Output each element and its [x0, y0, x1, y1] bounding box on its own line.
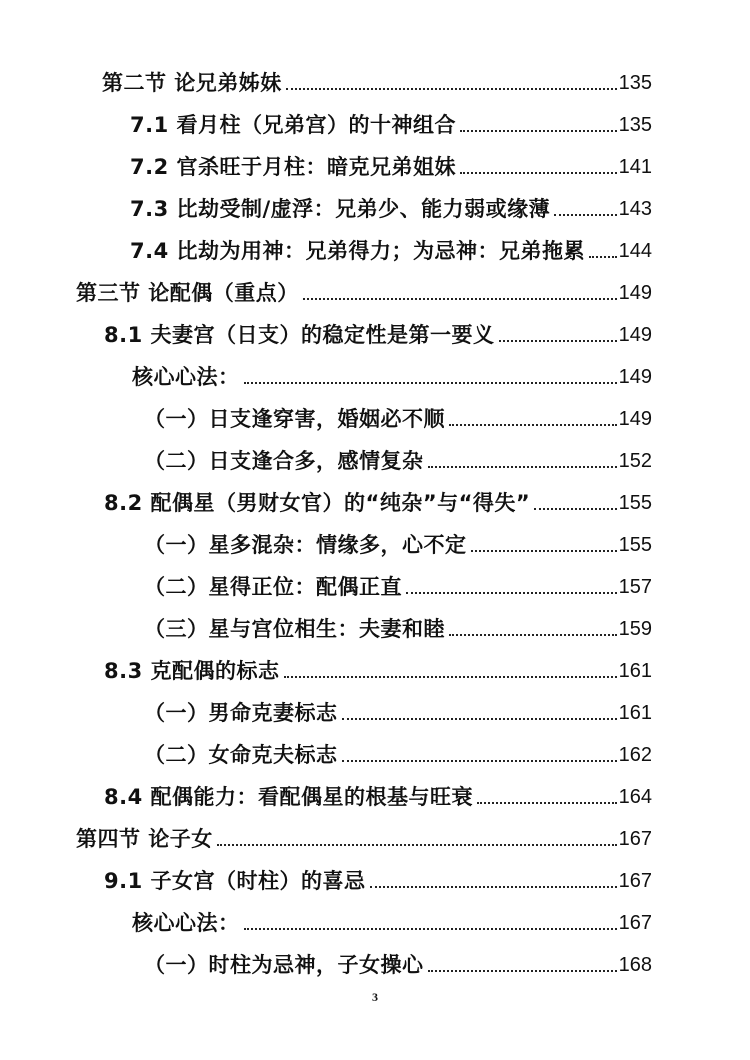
toc-entry-page: 141: [618, 156, 652, 178]
toc-entry-label: 7.2 官杀旺于月柱：暗克兄弟姐妹: [130, 155, 457, 179]
toc-entry-page: 162: [618, 744, 652, 766]
toc-entry-core-method-1[interactable]: [132, 354, 652, 390]
toc-entry-page: 161: [618, 702, 652, 724]
dot-leader: [589, 256, 617, 258]
toc-entry-section-3[interactable]: [76, 270, 652, 306]
dot-leader: [406, 592, 617, 594]
dot-leader: [244, 382, 617, 384]
toc-entry-section-2[interactable]: [102, 60, 652, 96]
toc-entry-9-1[interactable]: [104, 858, 652, 894]
toc-entry-8-3[interactable]: [104, 648, 652, 684]
toc-entry-page: 155: [618, 534, 652, 556]
toc-entry-label: （二）女命克夫标志: [144, 743, 338, 767]
toc-entry-page: 161: [618, 660, 652, 682]
dot-leader: [477, 802, 617, 804]
toc-entry-8-4[interactable]: [104, 774, 652, 810]
toc-entry-7-2[interactable]: [130, 144, 652, 180]
toc-entry-7-4[interactable]: [130, 228, 652, 264]
toc-entry-8-2-a[interactable]: [144, 522, 652, 558]
toc-entry-label: 8.2 配偶星（男财女官）的“纯杂”与“得失”: [104, 491, 531, 515]
toc-entry-page: 167: [618, 870, 652, 892]
dot-leader: [303, 298, 617, 300]
dot-leader: [471, 550, 617, 552]
toc-entry-8-1[interactable]: [104, 312, 652, 348]
toc-entry-page: 167: [618, 828, 652, 850]
toc-entry-page: 152: [618, 450, 652, 472]
toc-entry-page: 167: [618, 912, 652, 934]
dot-leader: [342, 760, 617, 762]
toc-entry-8-1-b[interactable]: [144, 438, 652, 474]
toc-entry-label: 第三节 论配偶（重点）: [76, 281, 299, 305]
toc-entry-label: 核心心法：: [132, 911, 240, 935]
toc-entry-page: 149: [618, 366, 652, 388]
dot-leader: [449, 634, 617, 636]
toc-entry-label: 7.3 比劫受制/虚浮：兄弟少、能力弱或缘薄: [130, 197, 551, 221]
dot-leader: [499, 340, 617, 342]
dot-leader: [460, 172, 617, 174]
page-number: 3: [372, 990, 378, 1004]
toc-entry-label: 7.1 看月柱（兄弟宫）的十神组合: [130, 113, 457, 137]
toc-entry-page: 143: [618, 198, 652, 220]
toc-entry-page: 149: [618, 324, 652, 346]
toc-entry-label: （一）星多混杂：情缘多，心不定: [144, 533, 467, 557]
toc-entry-7-3[interactable]: [130, 186, 652, 222]
dot-leader: [428, 970, 617, 972]
toc-entry-label: （三）星与宫位相生：夫妻和睦: [144, 617, 445, 641]
dot-leader: [342, 718, 617, 720]
toc-entry-page: 149: [618, 408, 652, 430]
toc-entry-label: 8.4 配偶能力：看配偶星的根基与旺衰: [104, 785, 474, 809]
dot-leader: [370, 886, 617, 888]
toc-entry-8-3-a[interactable]: [144, 690, 652, 726]
toc-entry-label: （二）日支逢合多，感情复杂: [144, 449, 424, 473]
toc-entry-label: 9.1 子女宫（时柱）的喜忌: [104, 869, 366, 893]
toc-entry-8-2-c[interactable]: [144, 606, 652, 642]
toc-entry-section-4[interactable]: [76, 816, 652, 852]
toc-entry-label: （一）男命克妻标志: [144, 701, 338, 725]
dot-leader: [460, 130, 617, 132]
dot-leader: [534, 508, 616, 510]
dot-leader: [449, 424, 617, 426]
dot-leader: [284, 676, 617, 678]
dot-leader: [286, 88, 617, 90]
toc-entry-label: （一）日支逢穿害，婚姻必不顺: [144, 407, 445, 431]
toc-entry-label: 7.4 比劫为用神：兄弟得力；为忌神：兄弟拖累: [130, 239, 586, 263]
toc-entry-page: 159: [618, 618, 652, 640]
toc-entry-label: 8.3 克配偶的标志: [104, 659, 280, 683]
toc-entry-page: 149: [618, 282, 652, 304]
toc-entry-8-2-b[interactable]: [144, 564, 652, 600]
toc-entry-8-3-b[interactable]: [144, 732, 652, 768]
toc-entry-label: 第四节 论子女: [76, 827, 213, 851]
dot-leader: [428, 466, 617, 468]
toc-entry-8-1-a[interactable]: [144, 396, 652, 432]
toc-entry-label: 核心心法：: [132, 365, 240, 389]
toc-entry-page: 144: [618, 240, 652, 262]
toc-entry-core-method-2[interactable]: [132, 900, 652, 936]
toc-entry-label: 8.1 夫妻宫（日支）的稳定性是第一要义: [104, 323, 495, 347]
dot-leader: [554, 214, 616, 216]
toc-entry-page: 135: [618, 114, 652, 136]
dot-leader: [217, 844, 617, 846]
toc-entry-label: （一）时柱为忌神，子女操心: [144, 953, 424, 977]
toc-entry-label: （二）星得正位：配偶正直: [144, 575, 402, 599]
toc-entry-page: 155: [618, 492, 652, 514]
dot-leader: [244, 928, 617, 930]
toc-entry-9-1-a[interactable]: [144, 942, 652, 978]
toc-entry-page: 135: [618, 72, 652, 94]
toc-entry-page: 164: [618, 786, 652, 808]
toc-entry-8-2[interactable]: [104, 480, 652, 516]
toc-entry-label: 第二节 论兄弟姊妹: [102, 71, 282, 95]
toc-entry-7-1[interactable]: [130, 102, 652, 138]
toc-entry-page: 168: [618, 954, 652, 976]
toc-entry-page: 157: [618, 576, 652, 598]
